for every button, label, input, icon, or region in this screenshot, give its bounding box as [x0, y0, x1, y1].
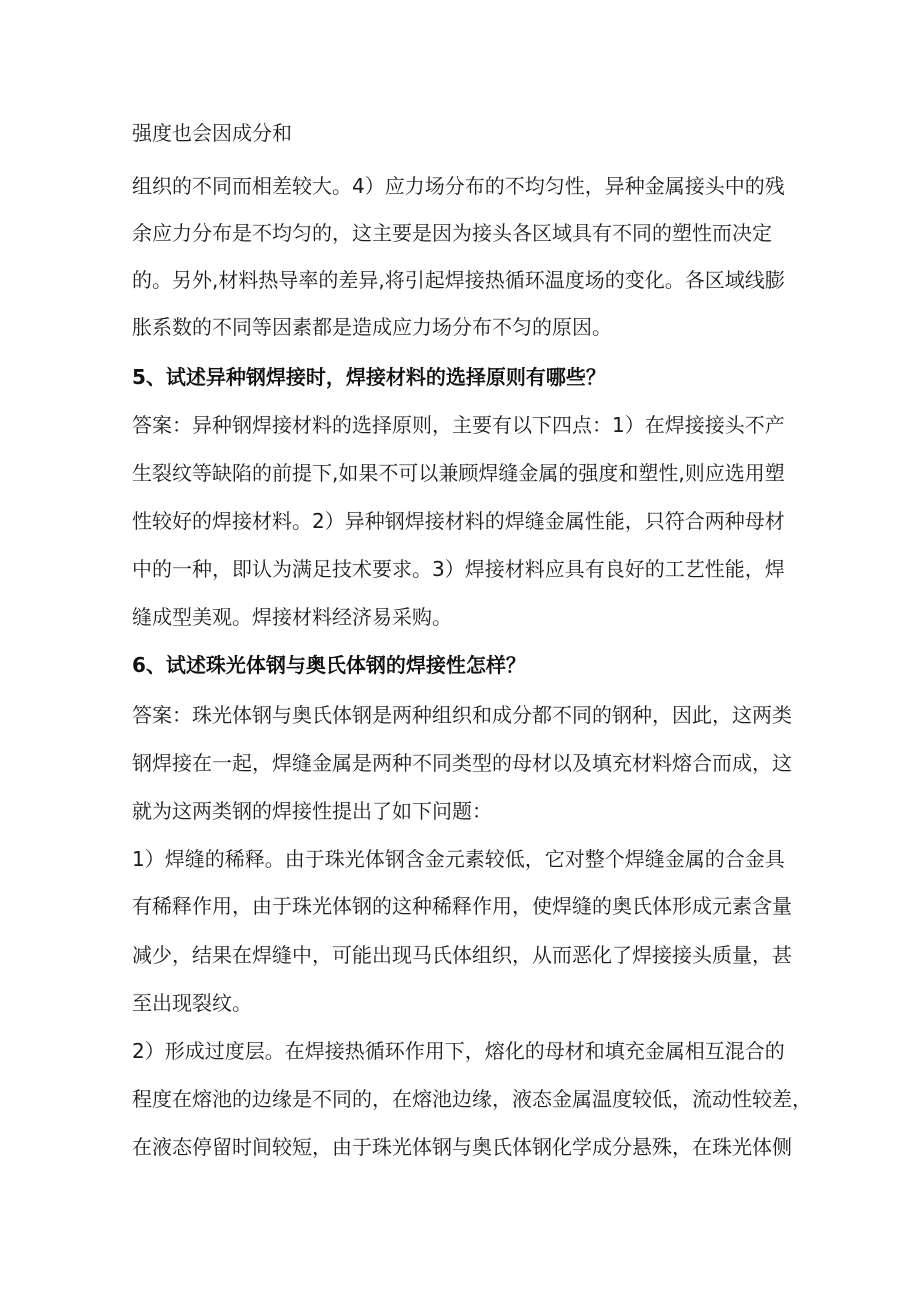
text-line: 强度也会因成分和: [132, 121, 292, 145]
text-line: 缝成型美观。焊接材料经济易采购。: [132, 605, 452, 629]
answer-text: 答案：珠光体钢与奥氏体钢是两种组织和成分都不同的钢种，因此，这两类: [132, 703, 792, 727]
text-line: 胀系数的不同等因素都是造成应力场分布不匀的原因。: [132, 315, 612, 339]
question-heading: 5、试述异种钢焊接时，焊接材料的选择原则有哪些？: [132, 365, 606, 389]
question-heading: 6、试述珠光体钢与奥氏体钢的焊接性怎样？: [132, 653, 526, 677]
text-line: 程度在熔池的边缘是不同的，在熔池边缘，液态金属温度较低，流动性较差，: [132, 1087, 812, 1111]
text-line: 在液态停留时间较短，由于珠光体钢与奥氏体钢化学成分悬殊，在珠光体侧: [132, 1135, 792, 1159]
text-line: 余应力分布是不均匀的，这主要是因为接头各区域具有不同的塑性而决定: [132, 221, 772, 245]
text-line: 2）形成过度层。在焊接热循环作用下，熔化的母材和填充金属相互混合的: [132, 1039, 785, 1063]
text-line: 钢焊接在一起，焊缝金属是两种不同类型的母材以及填充材料熔合而成，这: [132, 751, 792, 775]
text-line: 性较好的焊接材料。2）异种钢焊接材料的焊缝金属性能，只符合两种母材: [132, 509, 785, 533]
text-line: 就为这两类钢的焊接性提出了如下问题：: [132, 799, 492, 823]
text-line: 的。另外,材料热导率的差异,将引起焊接热循环温度场的变化。各区域线膨: [132, 268, 785, 292]
text-line: 至出现裂纹。: [132, 991, 252, 1015]
text-line: 有稀释作用，由于珠光体钢的这种稀释作用，使焊缝的奥氏体形成元素含量: [132, 894, 792, 918]
text-line: 组织的不同而相差较大。4）应力场分布的不均匀性，异种金属接头中的残: [132, 174, 785, 198]
text-line: 1）焊缝的稀释。由于珠光体钢含金元素较低，它对整个焊缝金属的合金具: [132, 847, 785, 871]
answer-text: 答案：异种钢焊接材料的选择原则，主要有以下四点：1）在焊接接头不产: [132, 413, 785, 437]
text-line: 中的一种，即认为满足技术要求。3）焊接材料应具有良好的工艺性能，焊: [132, 557, 785, 581]
text-line: 减少，结果在焊缝中，可能出现马氏体组织，从而恶化了焊接接头质量，甚: [132, 943, 792, 967]
text-line: 生裂纹等缺陷的前提下,如果不可以兼顾焊缝金属的强度和塑性,则应选用塑: [132, 461, 785, 485]
